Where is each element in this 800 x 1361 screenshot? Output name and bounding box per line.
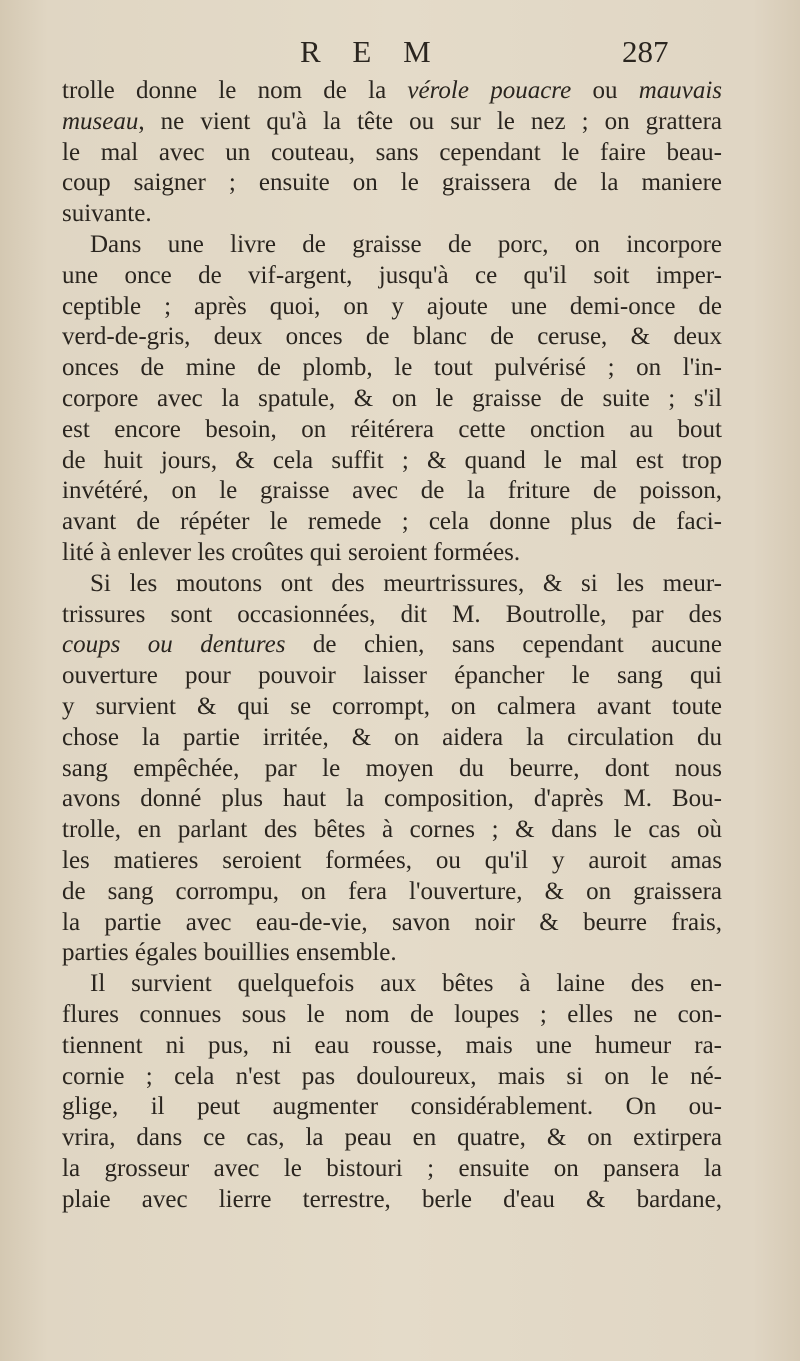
- text-line: [62, 877, 722, 908]
- text-segment: corpore avec la spatule, & on le graisse de suite ; s'il: [62, 384, 722, 412]
- text-line: [62, 199, 722, 230]
- text-line: [62, 692, 722, 723]
- text-line: [62, 815, 722, 846]
- text-segment: cornie ; cela n'est pas douloureux, mais si on le né-: [62, 1062, 722, 1090]
- text-segment: trolle, en parlant des bêtes à cornes ; & dans le cas où: [62, 816, 722, 844]
- text-segment: suivante.: [62, 200, 152, 228]
- text-segment: Dans une livre de graisse de porc, on incorpore: [90, 230, 722, 258]
- text-line: [62, 76, 722, 107]
- text-line: [62, 784, 722, 815]
- text-segment: parties égales bouillies ensemble.: [62, 939, 397, 967]
- text-line: [62, 446, 722, 477]
- text-line: [62, 754, 722, 785]
- running-head: R E M: [300, 34, 443, 69]
- text-line: [62, 415, 722, 446]
- text-line: [62, 1000, 722, 1031]
- text-line: [62, 938, 722, 969]
- text-segment: la grosseur avec le bistouri ; ensuite on pansera la: [62, 1154, 722, 1182]
- text-line: [62, 476, 722, 507]
- italic-segment: coups ou dentures: [62, 631, 286, 659]
- text-segment: avons donné plus haut la composition, d'après M. Bou-: [62, 785, 722, 813]
- text-segment: invétéré, on le graisse avec de la friture de poisson,: [62, 477, 722, 505]
- text-line: [62, 630, 722, 661]
- text-line: [62, 107, 722, 138]
- italic-segment: vérole pouacre: [407, 77, 572, 104]
- text-segment: de sang corrompu, on fera l'ouverture, & on graissera: [62, 877, 722, 905]
- body-text: [62, 76, 722, 1215]
- text-line: [62, 507, 722, 538]
- text-line: [62, 723, 722, 754]
- italic-segment: museau: [62, 107, 139, 135]
- italic-segment: mauvais: [638, 77, 723, 104]
- page-header: [0, 34, 800, 82]
- text-line: [62, 661, 722, 692]
- text-line: [62, 168, 722, 199]
- text-segment: glige, il peut augmenter considérablement. On ou-: [62, 1093, 722, 1121]
- text-segment: vrira, dans ce cas, la peau en quatre, & on extirpera: [62, 1124, 722, 1152]
- page-number: 287: [622, 34, 669, 69]
- text-segment: la partie avec eau-de-vie, savon noir & beurre frais,: [62, 908, 722, 936]
- text-segment: plaie avec lierre terrestre, berle d'eau & bardane,: [62, 1185, 722, 1213]
- text-segment: flures connues sous le nom de loupes ; elles ne con-: [62, 1000, 722, 1028]
- text-segment: sang empêchée, par le moyen du beurre, dont nous: [62, 754, 722, 782]
- text-segment: les matieres seroient formées, ou qu'il y auroit amas: [62, 846, 722, 874]
- text-segment: Il survient quelquefois aux bêtes à laine des en-: [90, 970, 722, 998]
- text-segment: Si les moutons ont des meurtrissures, & si les meur-: [90, 569, 722, 597]
- text-line: [62, 908, 722, 939]
- text-line: [62, 353, 722, 384]
- text-line: [62, 1123, 722, 1154]
- text-line: [62, 1185, 722, 1216]
- text-line: [62, 1154, 722, 1185]
- text-line: [62, 230, 722, 261]
- text-line: [62, 292, 722, 323]
- text-segment: trolle donne le nom de la: [62, 77, 408, 104]
- text-line: [62, 1092, 722, 1123]
- text-segment: verd-de-gris, deux onces de blanc de ceruse, & deux: [62, 323, 722, 351]
- text-line: [62, 846, 722, 877]
- text-segment: avant de répéter le remede ; cela donne plus de faci-: [62, 508, 722, 536]
- text-line: [62, 538, 722, 569]
- text-segment: trissures sont occasionnées, dit M. Boutrolle, par des: [62, 600, 722, 628]
- text-segment: de chien, sans cependant aucune: [285, 631, 722, 659]
- text-line: [62, 322, 722, 353]
- text-segment: ouverture pour pouvoir laisser épancher le sang qui: [62, 662, 722, 690]
- text-segment: de huit jours, & cela suffit ; & quand le mal est trop: [62, 446, 722, 474]
- text-segment: lité à enlever les croûtes qui seroient formées.: [62, 538, 521, 566]
- text-line: [62, 261, 722, 292]
- text-line: [62, 969, 722, 1000]
- text-line: [62, 569, 722, 600]
- text-segment: ceptible ; après quoi, on y ajoute une demi-once de: [62, 292, 722, 320]
- text-segment: , ne vient qu'à la tête ou sur le nez ; on grattera: [138, 107, 722, 135]
- text-line: [62, 138, 722, 169]
- text-segment: est encore besoin, on réitérera cette onction au bout: [62, 415, 722, 443]
- text-segment: le mal avec un couteau, sans cependant le faire beau-: [62, 138, 722, 166]
- text-segment: y survient & qui se corrompt, on calmera avant toute: [62, 692, 722, 720]
- text-line: [62, 1062, 722, 1093]
- text-segment: chose la partie irritée, & on aidera la circulation du: [62, 723, 722, 751]
- text-line: [62, 600, 722, 631]
- text-segment: ou: [571, 77, 639, 104]
- text-segment: une once de vif-argent, jusqu'à ce qu'il soit imper-: [62, 261, 722, 289]
- text-segment: tiennent ni pus, ni eau rousse, mais une humeur ra-: [62, 1031, 722, 1059]
- text-segment: onces de mine de plomb, le tout pulvérisé ; on l'in-: [62, 354, 722, 382]
- text-segment: coup saigner ; ensuite on le graissera de la maniere: [62, 169, 722, 197]
- text-line: [62, 384, 722, 415]
- text-line: [62, 1031, 722, 1062]
